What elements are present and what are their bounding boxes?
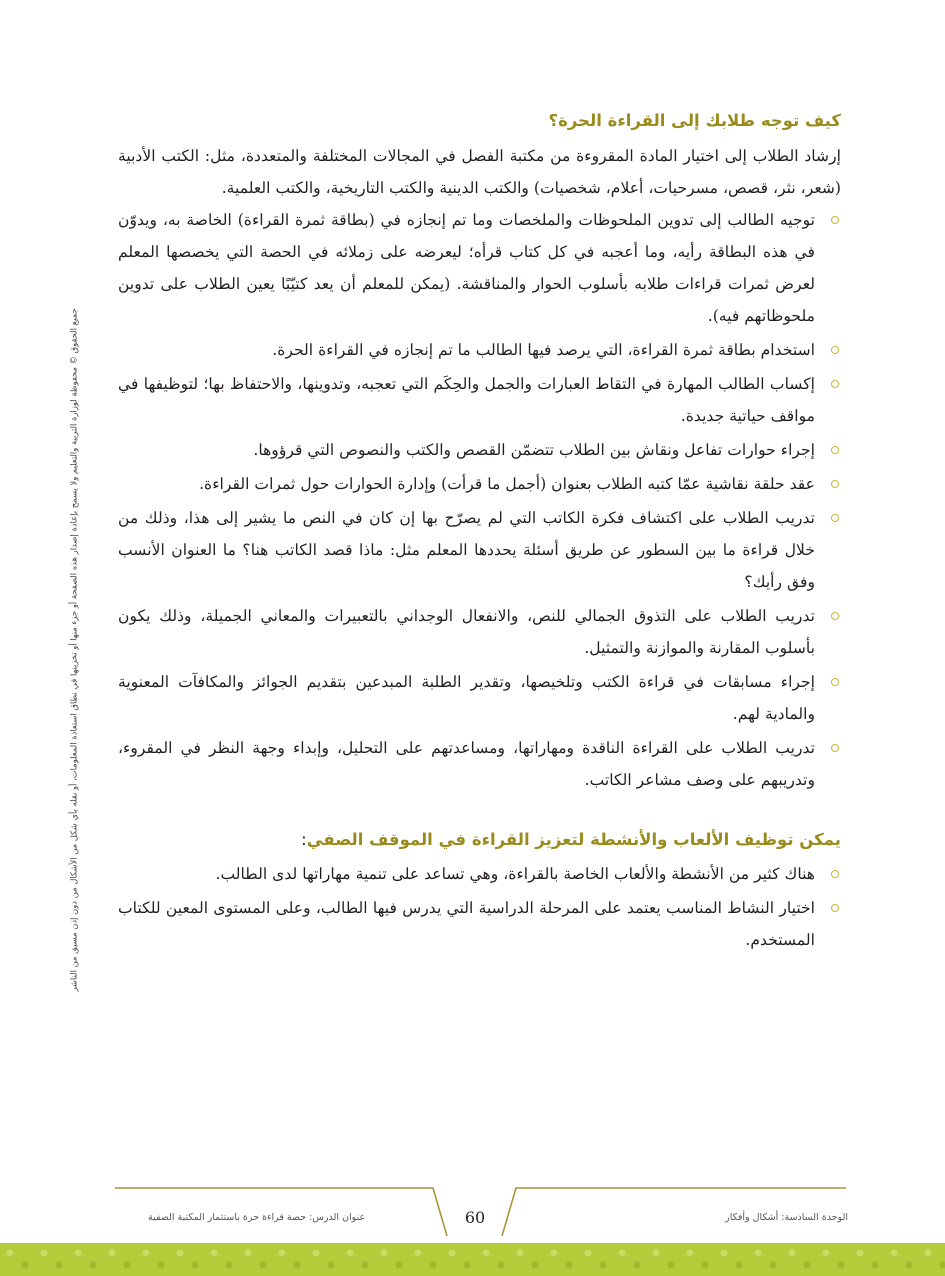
- bullet-circle-icon: [831, 870, 839, 878]
- copyright-text: جميع الحقوق © محفوظة لوزارة التربية والتعليم ولا يسمح بإعادة إصدار هذه الصفحة أو جزء منها أو تخزينها في نطاق استعادة المعلومات، أو نقله بأي شكل من الأشكال من دون إذن مسبق من الناشر: [69, 308, 80, 992]
- list-item: إكساب الطالب المهارة في التقاط العبارات والجمل والحِكَم التي تعجبه، وتدوينها، والاحتفاظ بها؛ لتوظيفها في مواقف حياتية جديدة.: [118, 368, 815, 432]
- bullet-circle-icon: [831, 514, 839, 522]
- list-item: إجراء مسابقات في قراءة الكتب وتلخيصها، وتقدير الطلبة المبدعين بتقديم الجوائز والمكافآت المعنوية والمادية لهم.: [118, 666, 815, 730]
- list-item: استخدام بطاقة ثمرة القراءة، التي يرصد فيها الطالب ما تم إنجازه في القراءة الحرة.: [118, 334, 815, 366]
- list-item: تدريب الطلاب على القراءة الناقدة ومهاراتها، ومساعدتهم على التحليل، وإبداء وجهة النظر في المقروء، وتدريبهم على وصف مشاعر الكاتب.: [118, 732, 815, 796]
- page-content: [118, 108, 841, 958]
- bullet-circle-icon: [831, 744, 839, 752]
- list-item: عقد حلقة نقاشية عمّا كتبه الطلاب بعنوان (أجمل ما قرأت) وإدارة الحوارات حول ثمرات القراءة.: [118, 468, 815, 500]
- decorative-band: [0, 1243, 945, 1276]
- bullet-circle-icon: [831, 346, 839, 354]
- list-item: هناك كثير من الأنشطة والألعاب الخاصة بالقراءة، وهي تساعد على تنمية مهاراتها لدى الطالب.: [118, 858, 815, 890]
- section2-list: [118, 858, 841, 956]
- page-number: 60: [464, 1208, 486, 1227]
- unit-title: الوحدة السادسة: أشكال وأفكار: [725, 1212, 848, 1223]
- bullet-circle-icon: [831, 612, 839, 620]
- bullet-circle-icon: [831, 446, 839, 454]
- copyright-sidebar: [58, 300, 90, 1000]
- bullet-circle-icon: [831, 480, 839, 488]
- list-item: تدريب الطلاب على التذوق الجمالي للنص، والانفعال الوجداني بالتعبيرات والمعاني الجميلة، وذلك يكون بأسلوب المقارنة والموازنة والتمثيل.: [118, 600, 815, 664]
- section1-list: [118, 204, 841, 796]
- bullet-circle-icon: [831, 678, 839, 686]
- lesson-title: عنوان الدرس: حصة قراءة حرة باستثمار المكتبة الصفية: [148, 1212, 366, 1223]
- section1-intro: إرشاد الطلاب إلى اختيار المادة المقروءة من مكتبة الفصل في المجالات المختلفة والمتعددة، مثل: الكتب الأدبية (شعر، نثر، قصص، مسرحيات، أعلام، شخصيات) والكتب الدينية والكتب التاريخية، والكتب العلمية.: [118, 147, 841, 197]
- list-item: توجيه الطالب إلى تدوين الملحوظات والملخصات وما تم إنجازه في (بطاقة ثمرة القراءة) الخاصة به، ويدوّن في هذه البطاقة رأيه، وما أعجبه في كل كتاب قرأه؛ ليعرضه على زملائه في الحصة التي يخصصها المعلم لعرض ثمرات قراءات طلابه بأسلوب الحوار والمناقشة. (يمكن للمعلم أن يعد كتيّبًا يعين الطلاب على تدوين ملحوظاتهم فيه).: [118, 204, 815, 332]
- bullet-circle-icon: [831, 216, 839, 224]
- list-item: تدريب الطلاب على اكتشاف فكرة الكاتب التي لم يصرّح بها إن كان في النص ما يشير إلى هذا، وذلك من خلال قراءة ما بين السطور عن طريق أسئلة يحددها المعلم مثل: ماذا قصد الكاتب هنا؟ ما العنوان الأنسب وفق رأيك؟: [118, 502, 815, 598]
- section1-heading: كيف توجه طلابك إلى القراءة الحرة؟: [548, 111, 841, 130]
- list-item: اختيار النشاط المناسب يعتمد على المرحلة الدراسية التي يدرس فيها الطالب، وعلى المستوى المعين للكتاب المستخدم.: [118, 892, 815, 956]
- bullet-circle-icon: [831, 904, 839, 912]
- list-item: إجراء حوارات تفاعل ونقاش بين الطلاب تتضمّن القصص والكتب والنصوص التي قرؤوها.: [118, 434, 815, 466]
- bullet-circle-icon: [831, 380, 839, 388]
- page-footer: [0, 1182, 945, 1236]
- section2-heading: يمكن توظيف الألعاب والأنشطة لتعزيز القراءة في الموقف الصفي:: [301, 830, 841, 849]
